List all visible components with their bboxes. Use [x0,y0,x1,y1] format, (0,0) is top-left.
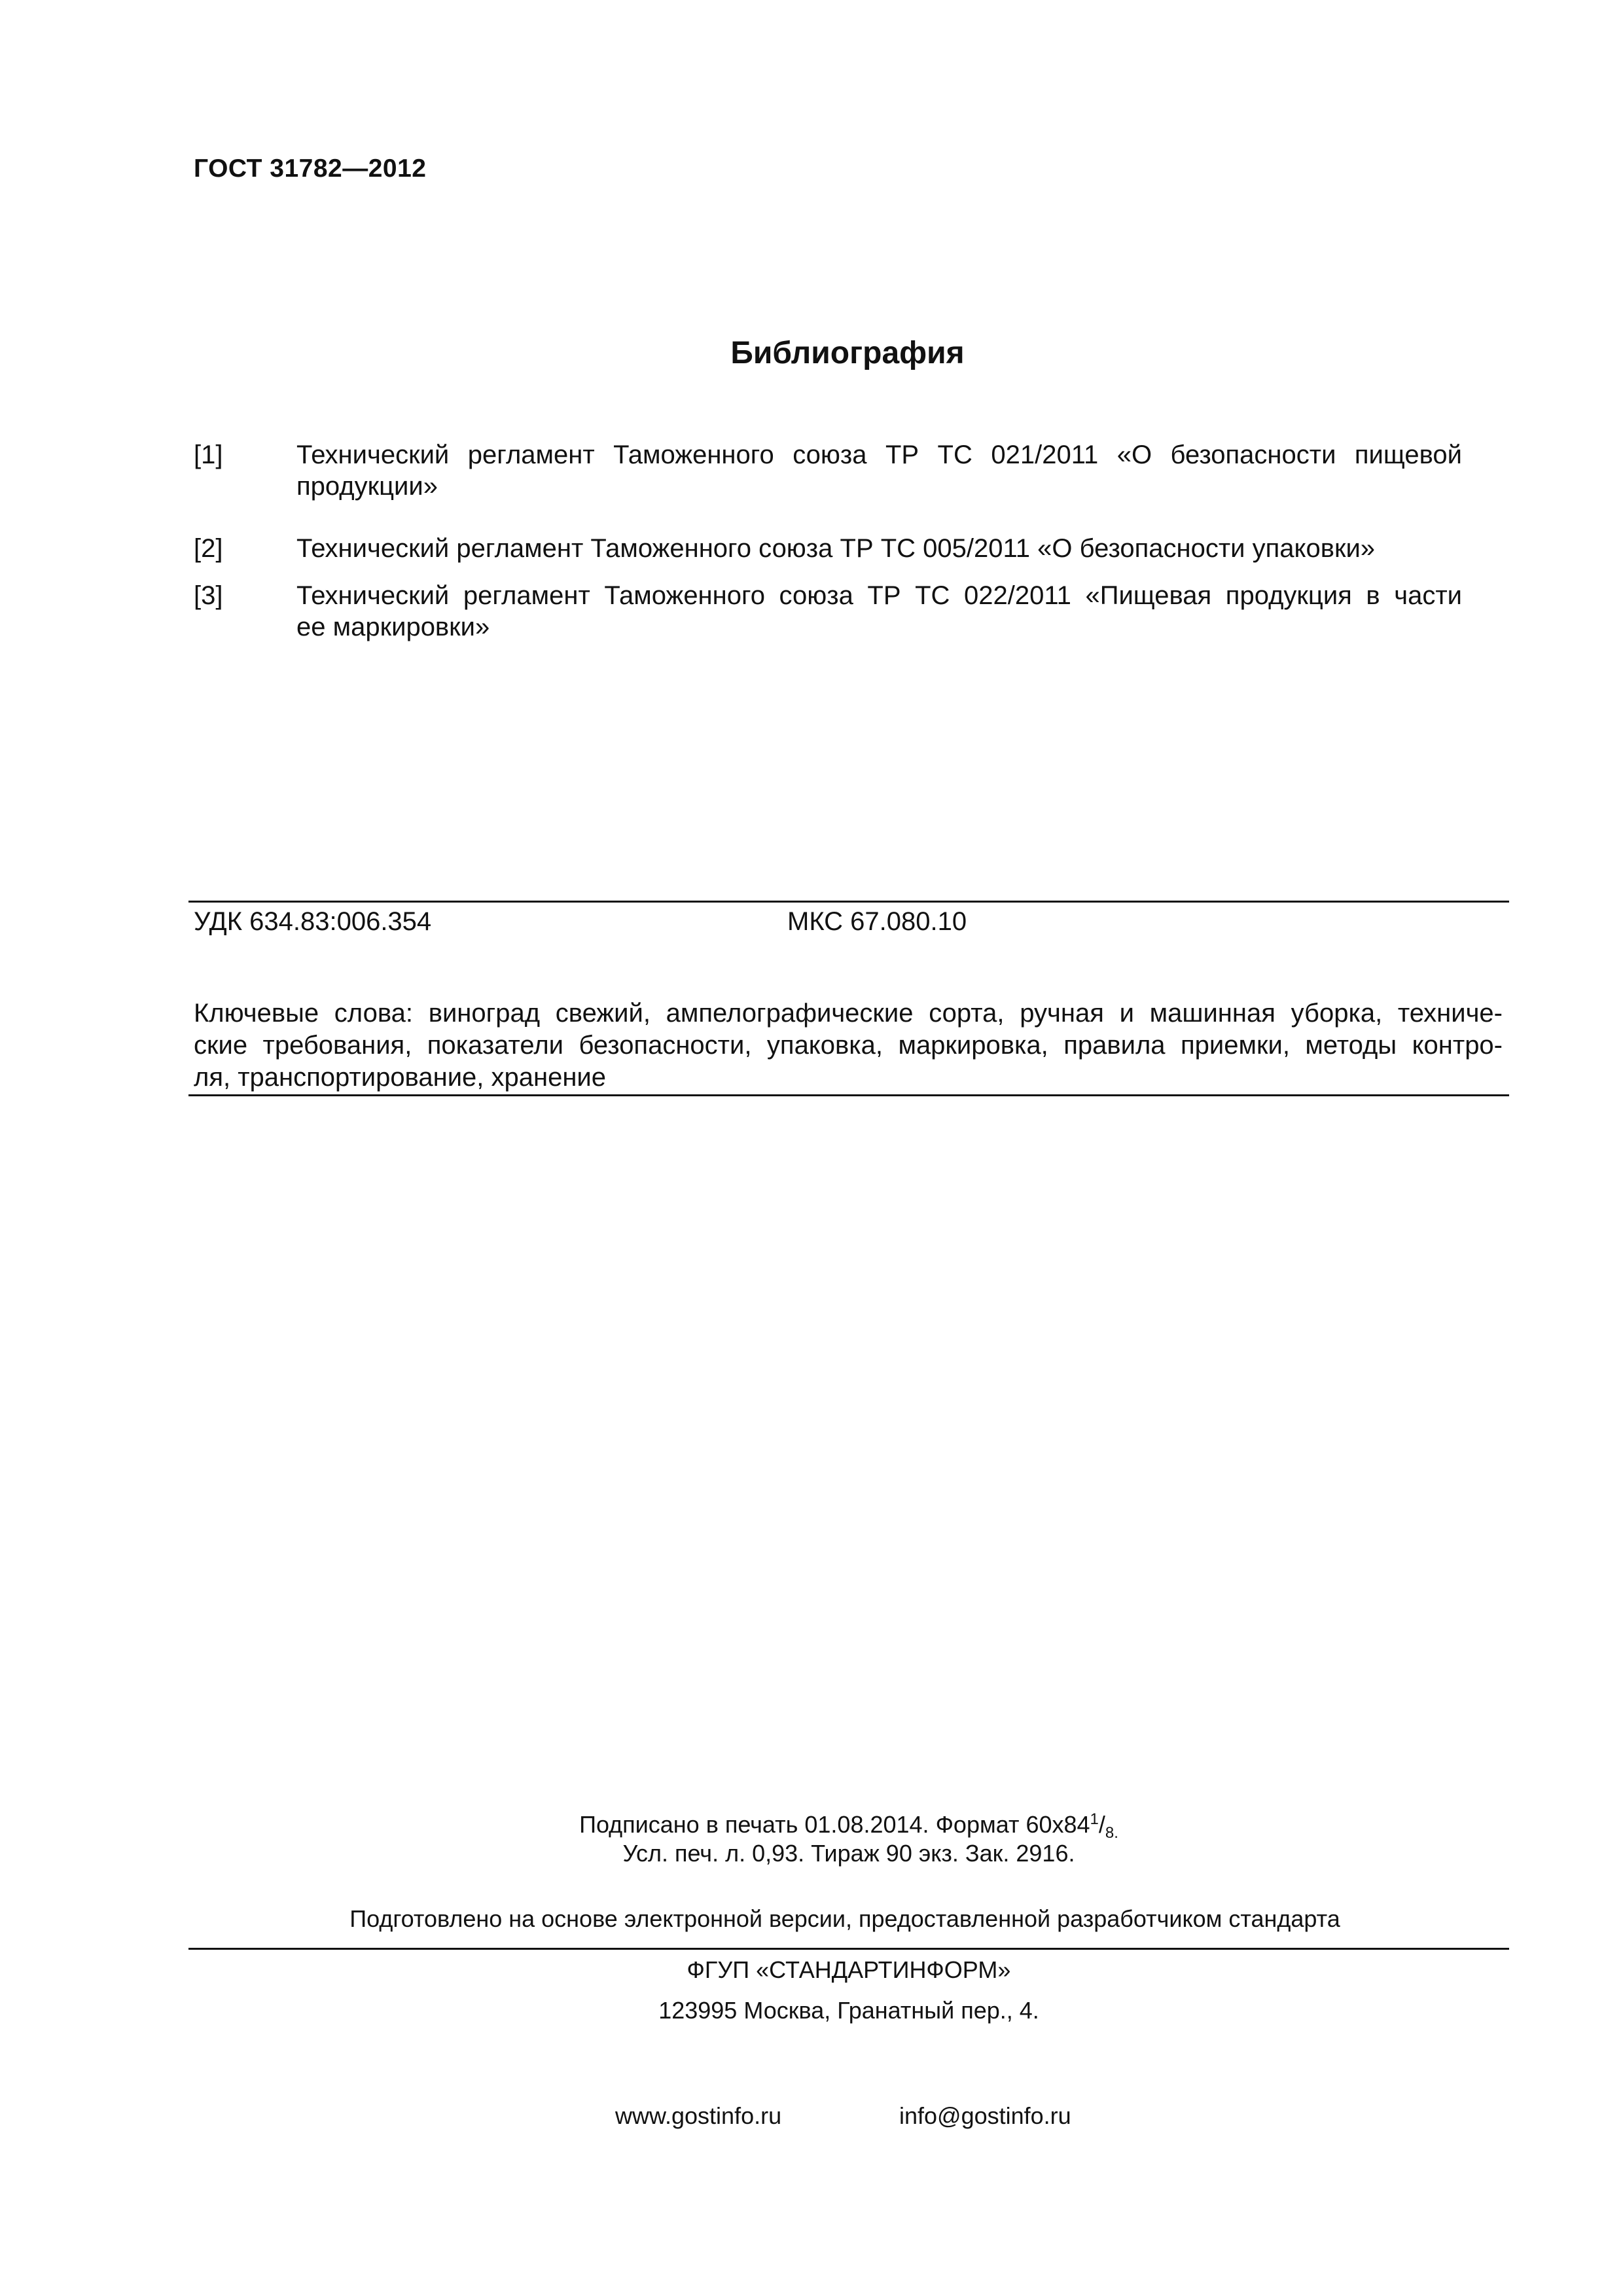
publisher-name: ФГУП «СТАНДАРТИНФОРМ» [687,1956,1011,1983]
format-superscript: 1 [1090,1810,1099,1828]
keywords-line: ские требования, показатели безопасности, упаковка, маркировка, правила приемки, методы контро- [194,1031,1503,1060]
format-slash: / [1098,1811,1105,1838]
imprint-print-line: Усл. печ. л. 0,93. Тираж 90 экз. Зак. 2916. [622,1840,1075,1867]
bibliography-item-text [296,439,1462,502]
format-subscript: 8 [1105,1824,1115,1842]
publisher-address: 123995 Москва, Гранатный пер., 4. [658,1997,1039,2024]
bibliography-item-text [296,533,1462,564]
publisher-website: www.gostinfo.ru [615,2102,782,2129]
bibliography-item-text [296,580,1462,643]
format-end: . [1114,1824,1118,1842]
classification-top-rule [188,901,1509,903]
bibliography-item-text-line: Технический регламент Таможенного союза ТР ТС 021/2011 «О безопасности пищевой [296,440,1462,469]
bibliography-item-text-line: Технический регламент Таможенного союза ТР ТС 005/2011 «О безопасности упаковки» [296,534,1376,563]
imprint-signed-line [0,1810,1623,1842]
document-code: ГОСТ 31782—2012 [194,154,427,183]
publisher-email: info@gostinfo.ru [899,2102,1071,2129]
keywords-line: ля, транспортирование, хранение [194,1063,607,1092]
bibliography-item-text-line: продукции» [296,472,438,501]
keywords-line: Ключевые слова: виноград свежий, ампелографические сорта, ручная и машинная уборка, техниче- [194,999,1503,1028]
mks-code: МКС 67.080.10 [787,907,967,936]
bibliography-item [194,580,1462,645]
imprint-rule [188,1948,1509,1950]
bibliography-title: Библиография [730,336,965,370]
keywords-paragraph [194,997,1503,1094]
bibliography-item-number: [2] [194,534,223,563]
imprint-signed-text: Подписано в печать 01.08.2014. Формат 60х84 [579,1811,1090,1838]
keywords-bottom-rule [188,1094,1509,1096]
bibliography-item-text-line: Технический регламент Таможенного союза ТР ТС 022/2011 «Пищевая продукция в части [296,581,1462,610]
bibliography-item-number: [1] [194,440,223,469]
imprint-prepared-line: Подготовлено на основе электронной версии, предоставленной разработчиком стандарта [349,1905,1340,1932]
bibliography-item [194,533,1462,565]
bibliography-item [194,439,1462,505]
bibliography-item-number: [3] [194,581,223,610]
udk-code: УДК 634.83:006.354 [194,907,432,936]
bibliography-item-text-line: ее маркировки» [296,613,490,641]
